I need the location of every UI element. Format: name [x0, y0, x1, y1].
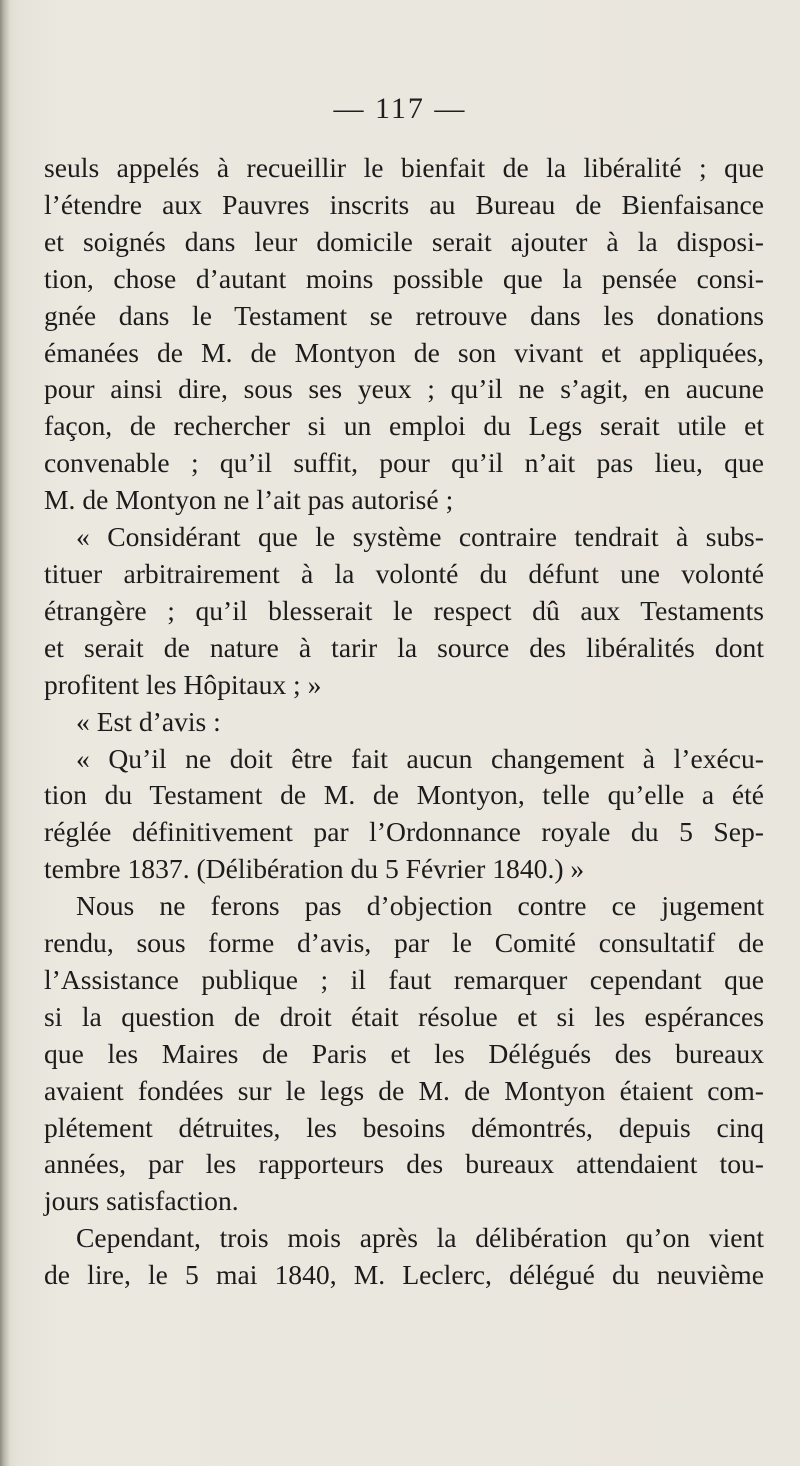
text-line: réglée définitivement par l’Ordonnance royale du 5 Sep-: [44, 816, 764, 848]
text-line: et serait de nature à tarir la source des libéralités dont: [44, 631, 764, 663]
text-line: convenable ; qu’il suffit, pour qu’il n’ait pas lieu, que: [44, 447, 764, 479]
text-line: étrangère ; qu’il blesserait le respect dû aux Testaments: [44, 594, 764, 626]
text-line: l’étendre aux Pauvres inscrits au Bureau de Bienfaisance: [44, 188, 764, 220]
text-line: façon, de rechercher si un emploi du Legs serait utile et: [44, 410, 764, 442]
text-line: pour ainsi dire, sous ses yeux ; qu’il ne s’agit, en aucune: [44, 373, 764, 405]
text-line: « Considérant que le système contraire tendrait à subs-: [76, 521, 764, 553]
text-line: gnée dans le Testament se retrouve dans les donations: [44, 299, 764, 331]
text-line: plétement détruites, les besoins démontrés, depuis cinq: [44, 1111, 764, 1143]
page-edge-shadow: [0, 0, 10, 1466]
text-line: tituer arbitrairement à la volonté du défunt une volonté: [44, 557, 764, 589]
text-line: « Est d’avis :: [76, 705, 221, 737]
text-line: jours satisfaction.: [44, 1185, 239, 1217]
body-text: [44, 150, 764, 1294]
text-line: tion du Testament de M. de Montyon, telle qu’elle a été: [44, 779, 764, 811]
text-line: l’Assistance publique ; il faut remarquer cependant que: [44, 963, 764, 995]
text-line: rendu, sous forme d’avis, par le Comité consultatif de: [44, 927, 764, 959]
text-line: années, par les rapporteurs des bureaux attendaient tou-: [44, 1148, 764, 1180]
text-line: tembre 1837. (Délibération du 5 Février 1840.) »: [44, 853, 585, 885]
text-line: si la question de droit était résolue et si les espérances: [44, 1000, 764, 1032]
text-line: seuls appelés à recueillir le bienfait de la libéralité ; que: [44, 152, 764, 183]
text-line: profitent les Hôpitaux ; »: [44, 668, 322, 700]
text-line: avaient fondées sur le legs de M. de Montyon étaient com-: [44, 1074, 764, 1106]
text-line: tion, chose d’autant moins possible que la pensée consi-: [44, 262, 764, 294]
text-line: de lire, le 5 mai 1840, M. Leclerc, délégué du neuvième: [44, 1259, 764, 1291]
text-line: émanées de M. de Montyon de son vivant et appliquées,: [44, 336, 764, 368]
text-line: et soignés dans leur domicile serait ajouter à la disposi-: [44, 225, 764, 257]
text-line: M. de Montyon ne l’ait pas autorisé ;: [44, 484, 454, 516]
text-line: « Qu’il ne doit être fait aucun changement à l’exécu-: [76, 742, 764, 774]
text-line: Cependant, trois mois après la délibération qu’on vient: [76, 1222, 764, 1254]
page-number: — 117 —: [333, 92, 467, 125]
text-line: Nous ne ferons pas d’objection contre ce jugement: [76, 890, 764, 922]
text-line: que les Maires de Paris et les Délégués des bureaux: [44, 1037, 764, 1069]
